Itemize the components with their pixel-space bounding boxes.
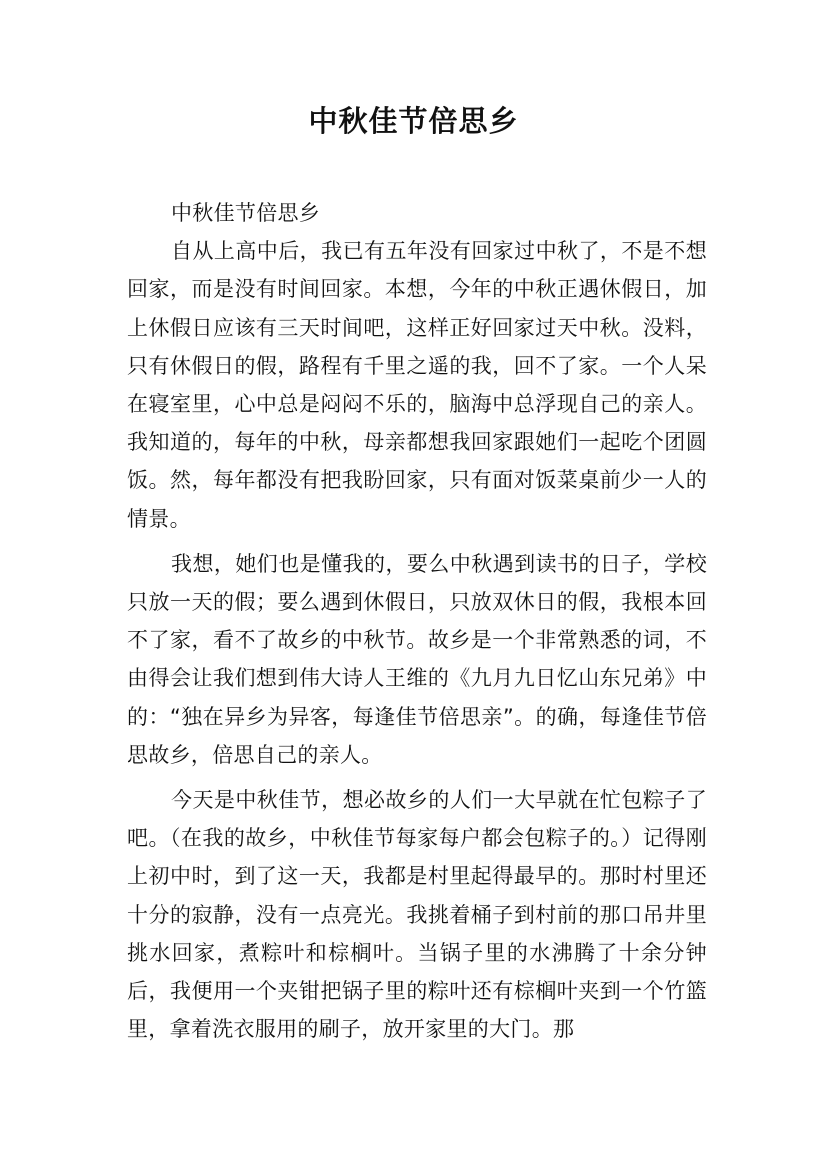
- paragraph-3: 今天是中秋佳节，想必故乡的人们一大早就在忙包粽子了吧。（在我的故乡，中秋佳节每家每户都会包粽子的。）记得刚上初中时，到了这一天，我都是村里起得最早的。那时村里还十分的寂静，没有一点亮光。我挑着桶子到村前的那口吊井里挑水回家，煮粽叶和棕榈叶。当锅子里的水沸腾了十余分钟后，我便用一个夹钳把锅子里的粽叶还有棕榈叶夹到一个竹篮里，拿着洗衣服用的刷子，放开家里的大门。那: [127, 788, 707, 1042]
- body-subtitle: 中秋佳节倍思乡: [171, 201, 321, 225]
- paragraph-1: 自从上高中后，我已有五年没有回家过中秋了，不是不想回家，而是没有时间回家。本想，今年的中秋正遇休假日，加上休假日应该有三天时间吧，这样正好回家过天中秋。没料，只有休假日的假，路程有千里之遥的我，回不了家。一个人呆在寝室里，心中总是闷闷不乐的，脑海中总浮现自己的亲人。我知道的，每年的中秋，母亲都想我回家跟她们一起吃个团圆饭。然，每年都没有把我盼回家，只有面对饭菜桌前少一人的情景。: [127, 239, 707, 531]
- document-title: 中秋佳节倍思乡: [308, 104, 519, 138]
- document-body: [127, 194, 707, 1055]
- paragraph-2: 我想，她们也是懂我的，要么中秋遇到读书的日子，学校只放一天的假；要么遇到休假日，只放双休日的假，我根本回不了家，看不了故乡的中秋节。故乡是一个非常熟悉的词，不由得会让我们想到伟大诗人王维的《九月九日忆山东兄弟》中的：“独在异乡为异客，每逢佳节倍思亲”。的确，每逢佳节倍思故乡，倍思自己的亲人。: [127, 551, 707, 767]
